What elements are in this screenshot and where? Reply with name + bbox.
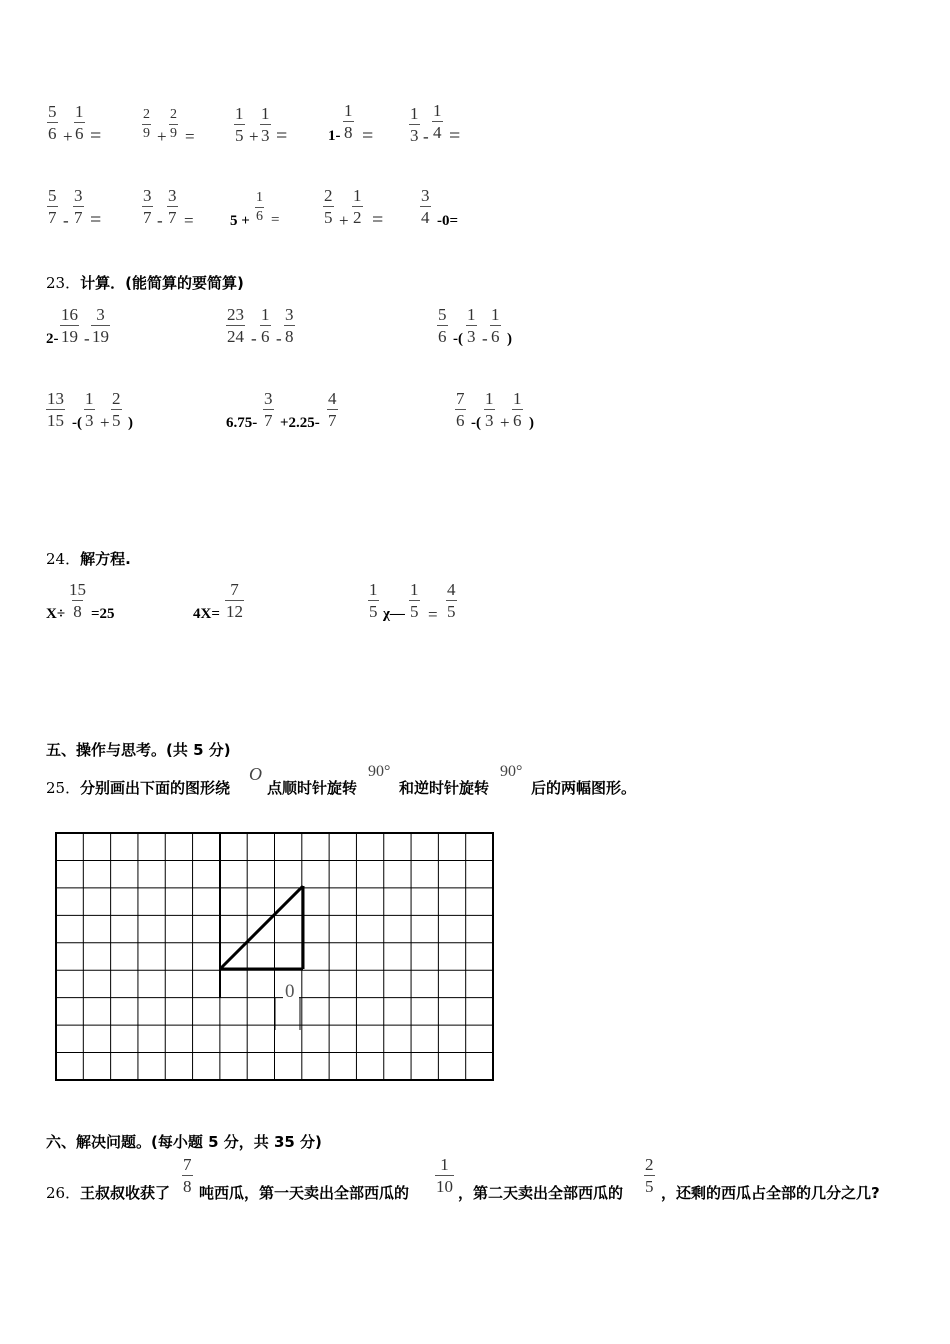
operator: - — [423, 127, 429, 146]
equals: = — [90, 125, 102, 147]
operator: + — [500, 413, 510, 432]
operator: - — [157, 211, 163, 230]
equals: = — [362, 125, 374, 147]
lead-text: 1- — [328, 128, 341, 144]
operator: + — [100, 413, 110, 432]
point-o-label: O — [249, 764, 262, 784]
operator: + — [249, 127, 259, 146]
fraction: 13 15 — [47, 389, 64, 430]
equals: = — [428, 605, 438, 624]
mid-text: +2.25- — [280, 415, 320, 431]
paren: ) — [507, 331, 512, 347]
operator: - — [276, 329, 282, 348]
fraction: 3 8 — [285, 305, 294, 346]
fraction: 7 6 — [456, 389, 465, 430]
equals: = — [271, 212, 280, 228]
q25-text-2: 点顺时针旋转 — [267, 779, 358, 797]
fraction: 2 5 — [645, 1155, 654, 1196]
lead-text: 6.75- — [226, 415, 258, 431]
equals: = — [90, 209, 102, 231]
fraction: 2 9 — [143, 107, 150, 141]
lead-text: 4X= — [193, 606, 220, 622]
fraction: 4 7 — [328, 389, 337, 430]
lead-text: 5 + — [230, 213, 250, 229]
degree-label: 90° — [500, 763, 523, 780]
fraction: 1 5 — [369, 580, 378, 621]
equals: = — [276, 125, 288, 147]
lead-text: X÷ — [46, 606, 66, 622]
fraction: 1 5 — [410, 580, 419, 621]
operator: + — [339, 211, 349, 230]
q26-text-1: 王叔叔收获了 — [80, 1184, 171, 1202]
operator: - — [482, 329, 488, 348]
equals: = — [372, 209, 384, 231]
fraction: 3 4 — [421, 186, 430, 227]
fraction: 23 24 — [227, 305, 244, 346]
fraction: 3 19 — [92, 305, 109, 346]
fraction: 2 5 — [112, 389, 121, 430]
fraction: 5 7 — [48, 186, 57, 227]
fraction: 3 7 — [143, 186, 152, 227]
fraction: 1 3 — [410, 104, 419, 145]
variable-text: χ— — [383, 606, 405, 622]
fraction: 1 6 — [513, 389, 522, 430]
fraction: 1 5 — [235, 104, 244, 145]
operator: + — [63, 127, 73, 146]
fraction: 1 3 — [261, 104, 270, 145]
point-o-grid-label: 0 — [285, 981, 295, 1002]
paren: ) — [529, 415, 534, 431]
q26-text-4: ，还剩的西瓜占全部的几分之几? — [661, 1184, 880, 1202]
mid-text: -( — [471, 415, 481, 431]
fraction: 1 2 — [353, 186, 362, 227]
operator: + — [157, 127, 167, 146]
fraction: 1 6 — [261, 305, 270, 346]
q24-heading: 24．解方程. — [46, 550, 131, 568]
fraction: 1 3 — [467, 305, 476, 346]
mid-text: -( — [453, 331, 463, 347]
equals: = — [185, 127, 195, 146]
fraction: 15 8 — [69, 580, 86, 621]
fraction: 1 3 — [485, 389, 494, 430]
section-5-heading: 五、操作与思考。(共 5 分) — [46, 741, 231, 759]
q23-heading: 23．计算．(能简算的要简算) — [46, 274, 244, 292]
fraction: 1 6 — [256, 190, 263, 224]
lead-text: 2- — [46, 331, 59, 347]
q25-text-4: 后的两幅图形。 — [531, 779, 637, 797]
tail-text: -0= — [437, 213, 459, 229]
grid-lines — [56, 833, 493, 1080]
fraction: 5 6 — [438, 305, 447, 346]
triangle-hypotenuse — [220, 886, 303, 969]
q26-text-2: 吨西瓜，第一天卖出全部西瓜的 — [199, 1184, 410, 1202]
paren: ) — [128, 415, 133, 431]
fraction: 7 8 — [183, 1155, 192, 1196]
fraction: 3 7 — [264, 389, 273, 430]
q26-number: 26． — [46, 1184, 81, 1202]
fraction: 1 6 — [491, 305, 500, 346]
fraction: 1 6 — [75, 102, 84, 143]
q25-text-1: 分别画出下面的图形绕 — [80, 779, 231, 797]
fraction: 1 8 — [344, 101, 353, 142]
fraction: 2 9 — [170, 107, 177, 141]
fraction: 16 19 — [61, 305, 78, 346]
fraction: 5 6 — [48, 102, 57, 143]
q25-number: 25． — [46, 779, 81, 797]
tail-text: =25 — [91, 606, 115, 622]
fraction: 1 4 — [433, 101, 442, 142]
degree-label: 90° — [368, 763, 391, 780]
operator: - — [251, 329, 257, 348]
mid-text: -( — [72, 415, 82, 431]
fraction: 3 7 — [74, 186, 83, 227]
operator: - — [84, 329, 90, 348]
operator: - — [63, 211, 69, 230]
fraction: 3 7 — [168, 186, 177, 227]
equals: = — [449, 125, 461, 147]
q26-text-3: ，第二天卖出全部西瓜的 — [458, 1184, 624, 1202]
fraction: 1 10 — [436, 1155, 453, 1196]
fraction: 2 5 — [324, 186, 333, 227]
equals: = — [184, 211, 194, 230]
q25-text-3: 和逆时针旋转 — [399, 779, 490, 797]
fraction: 4 5 — [447, 580, 456, 621]
section-6-heading: 六、解决问题。(每小题 5 分，共 35 分) — [46, 1133, 322, 1151]
fraction: 7 12 — [226, 580, 243, 621]
fraction: 1 3 — [85, 389, 94, 430]
